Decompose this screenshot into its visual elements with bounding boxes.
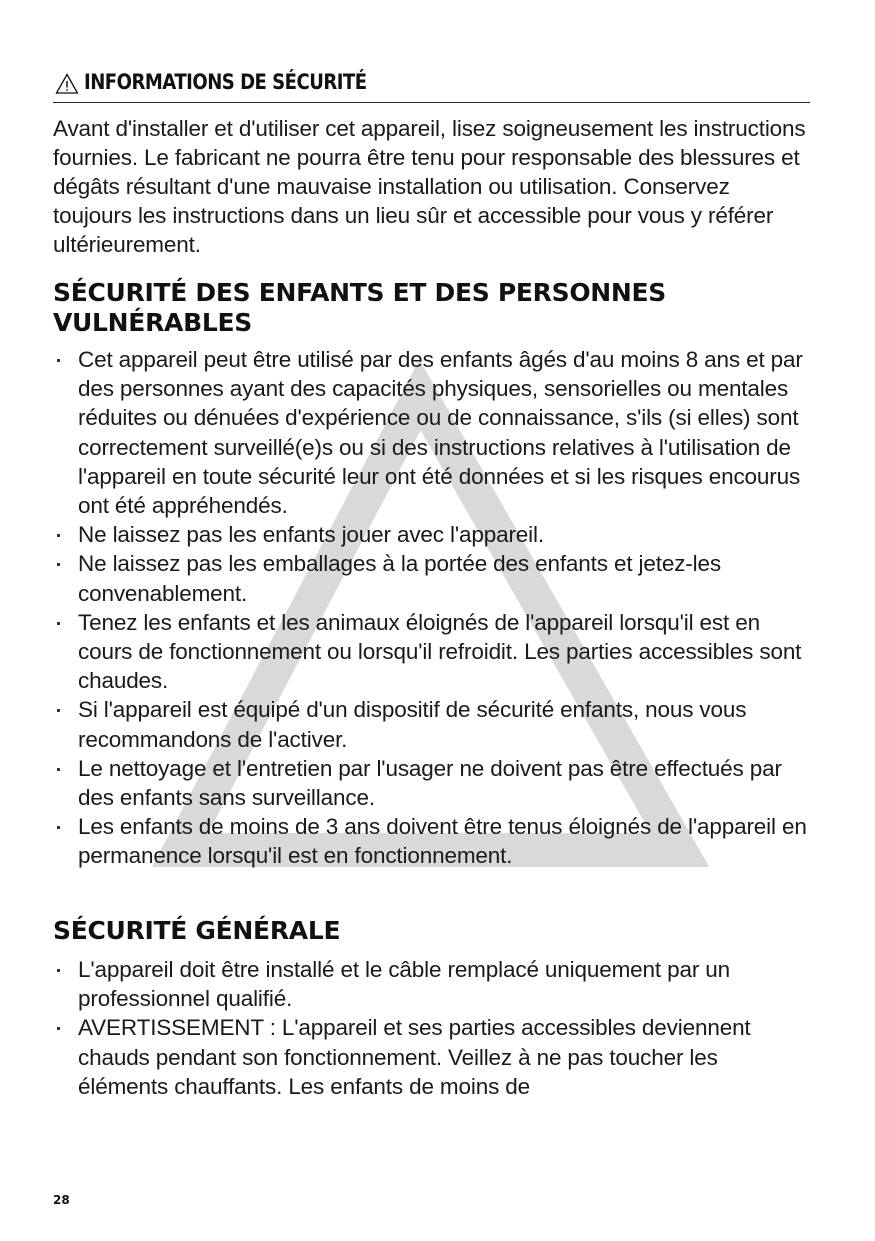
list-item: Ne laissez pas les emballages à la portée des enfants et jetez-les convenablement.	[53, 549, 810, 607]
list-item: Tenez les enfants et les animaux éloignés de l'appareil lorsqu'il est en cours de fonctionnement ou lorsqu'il refroidit. Les parties accessibles sont chaudes.	[53, 608, 810, 696]
list-item: AVERTISSEMENT : L'appareil et ses parties accessibles deviennent chauds pendant son fonctionnement. Veillez à ne pas toucher les éléments chauffants. Les enfants de moins de	[53, 1013, 810, 1101]
section-title-children: SÉCURITÉ DES ENFANTS ET DES PERSONNES VULNÉRABLES	[53, 278, 667, 337]
intro-paragraph: Avant d'installer et d'utiliser cet appareil, lisez soigneusement les instructions fournies. Le fabricant ne pourra être tenu pour responsable des blessures et dégâts résultant d'une mauvaise installation ou utilisation. Conservez toujours les instructions dans un lieu sûr et accessible pour vous y référer ultérieurement.	[53, 116, 806, 257]
list-item: Le nettoyage et l'entretien par l'usager ne doivent pas être effectués par des enfants sans surveillance.	[53, 754, 810, 812]
list-item: Ne laissez pas les enfants jouer avec l'appareil.	[53, 520, 810, 549]
children-safety-list	[53, 345, 810, 871]
section-header	[53, 66, 810, 103]
list-item: Les enfants de moins de 3 ans doivent être tenus éloignés de l'appareil en permanence lorsqu'il est en fonctionnement.	[53, 812, 810, 870]
page-title: INFORMATIONS DE SÉCURITÉ	[84, 70, 367, 94]
page-number: 28	[53, 1193, 70, 1207]
general-safety-list	[53, 955, 810, 1101]
warning-triangle-icon	[55, 72, 79, 96]
list-item: Cet appareil peut être utilisé par des enfants âgés d'au moins 8 ans et par des personnes ayant des capacités physiques, sensorielles ou mentales réduites ou dénuées d'expérience ou de connaissance, s'ils (si elles) sont correctement surveillé(e)s ou si des instructions relatives à l'utilisation de l'appareil en toute sécurité leur ont été données et si les risques encourus ont été appréhendés.	[53, 345, 810, 520]
list-item: Si l'appareil est équipé d'un dispositif de sécurité enfants, nous vous recommandons de l'activer.	[53, 695, 810, 753]
list-item: L'appareil doit être installé et le câble remplacé uniquement par un professionnel qualifié.	[53, 955, 810, 1013]
section-title-general: SÉCURITÉ GÉNÉRALE	[53, 916, 341, 945]
